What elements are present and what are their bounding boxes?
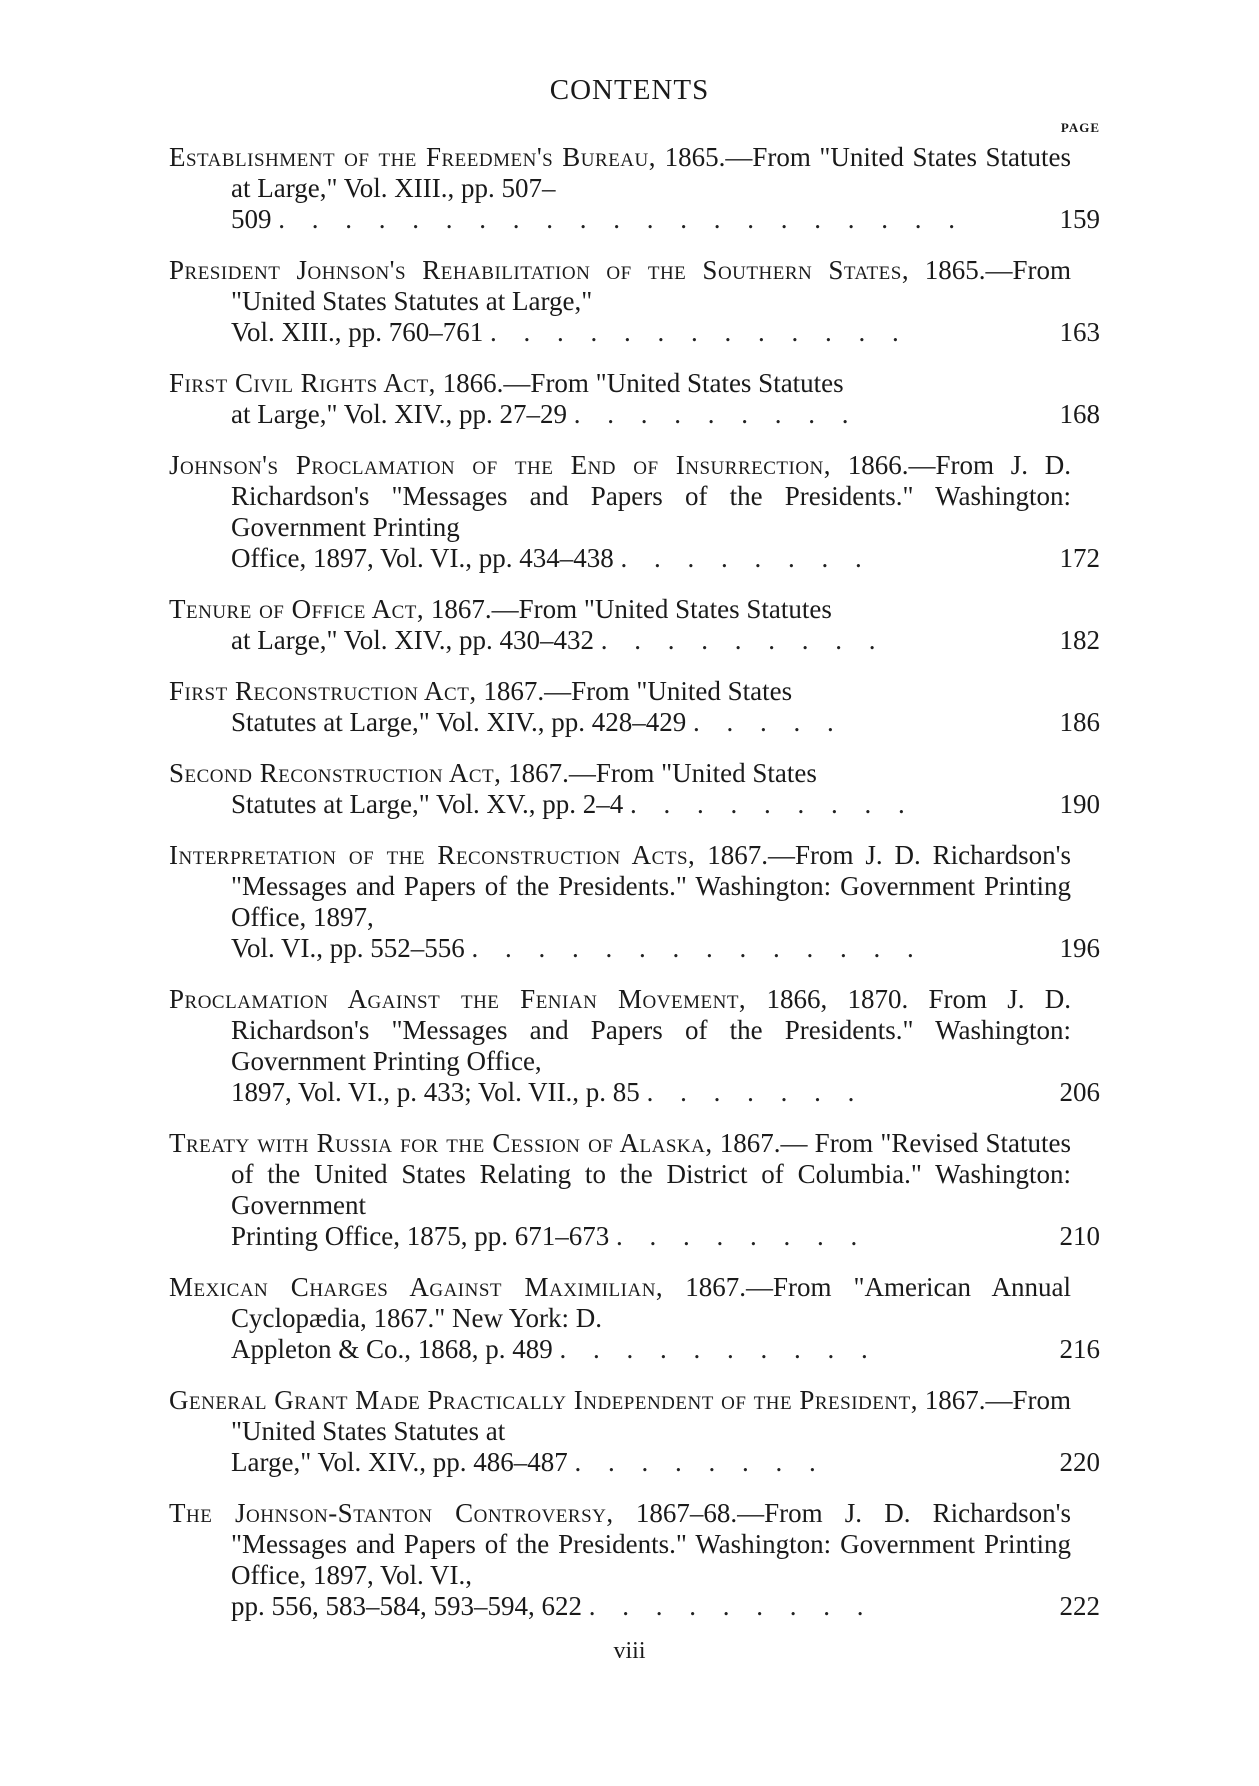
entry-page-number: 182: [1059, 625, 1100, 655]
toc-entry: [169, 840, 1100, 964]
entry-page-number: 196: [1059, 933, 1100, 963]
entry-text: [169, 450, 1071, 574]
toc-entry: [169, 368, 1100, 430]
entry-heading: Second Reconstruction Act,: [169, 758, 502, 788]
entry-heading: Mexican Charges Against Maximilian,: [169, 1272, 664, 1302]
leader-dots: . . . . . . . .: [620, 543, 872, 573]
entry-heading: Treaty with Russia for the Cession of Alaska,: [169, 1128, 713, 1158]
entry-heading: President Johnson's Rehabilitation of the Southern States,: [169, 255, 910, 285]
entry-source: 1867.—From "American Annual Cyclopædia, 1867." New York: D.: [231, 1272, 1071, 1333]
entry-source-tail: Large," Vol. XIV., pp. 486–487: [231, 1447, 568, 1477]
entry-page-number: 210: [1059, 1221, 1100, 1251]
entry-source: 1865.—From "United States Statutes at Large," Vol. XIII., pp. 507–: [231, 142, 1071, 203]
entry-source-tail: 1897, Vol. VI., p. 433; Vol. VII., p. 85: [231, 1077, 640, 1107]
entry-text: [169, 840, 1071, 964]
entry-heading: General Grant Made Practically Independent of the President,: [169, 1385, 918, 1415]
toc-entry: [169, 450, 1100, 574]
entry-page-number: 216: [1059, 1334, 1100, 1364]
entry-source-tail: Office, 1897, Vol. VI., pp. 434–438: [231, 543, 614, 573]
leader-dots: . . . . . . . . .: [588, 1591, 874, 1621]
entry-heading: The Johnson-Stanton Controversy,: [169, 1498, 614, 1528]
entry-page-number: 159: [1059, 204, 1100, 234]
leader-dots: . . . . . . . . .: [573, 399, 859, 429]
toc-entry: [169, 1385, 1100, 1478]
entry-heading: Proclamation Against the Fenian Movement,: [169, 984, 747, 1014]
leader-dots: . . . . . . . . .: [600, 625, 886, 655]
entry-source-tail: Vol. XIII., pp. 760–761: [231, 317, 484, 347]
toc-entry: [169, 1272, 1100, 1365]
entry-heading: Johnson's Proclamation of the End of Insurrection,: [169, 450, 832, 480]
toc-entry: [169, 142, 1100, 235]
entry-page-number: 163: [1059, 317, 1100, 347]
table-of-contents: [169, 142, 1100, 1642]
page-title: CONTENTS: [549, 74, 710, 106]
entry-source: 1867.— From "Revised Statutes of the United States Relating to the District of Columbia." Washington: Government: [231, 1128, 1071, 1220]
entry-text: [169, 758, 1071, 820]
entry-page-number: 168: [1059, 399, 1100, 429]
entry-source-tail: at Large," Vol. XIV., pp. 430–432: [231, 625, 595, 655]
entry-source-tail: Printing Office, 1875, pp. 671–673: [231, 1221, 610, 1251]
entry-page-number: 172: [1059, 543, 1100, 573]
toc-entry: [169, 1128, 1100, 1252]
leader-dots: . . . . . . .: [646, 1077, 865, 1107]
leader-dots: . . . . . . . . . . . . .: [490, 317, 909, 347]
entry-text: [169, 1128, 1071, 1252]
entry-source: 1867.—From "United States Statutes: [430, 594, 832, 624]
leader-dots: . . . . .: [693, 707, 844, 737]
entry-source-tail: Statutes at Large," Vol. XIV., pp. 428–429: [231, 707, 687, 737]
toc-entry: [169, 255, 1100, 348]
leader-dots: . . . . . . . . . . . . . .: [471, 933, 924, 963]
entry-source: 1866.—From "United States Statutes: [442, 368, 844, 398]
entry-heading: First Reconstruction Act,: [169, 676, 477, 706]
entry-source-tail: Appleton & Co., 1868, p. 489: [231, 1334, 553, 1364]
entry-text: [169, 1272, 1071, 1365]
entry-text: [169, 368, 1071, 430]
leader-dots: . . . . . . . .: [574, 1447, 826, 1477]
leader-dots: . . . . . . . . . .: [559, 1334, 878, 1364]
entry-heading: Establishment of the Freedmen's Bureau,: [169, 142, 657, 172]
entry-page-number: 222: [1059, 1591, 1100, 1621]
entry-source-tail: pp. 556, 583–584, 593–594, 622: [231, 1591, 582, 1621]
entry-source: 1867.—From J. D. Richardson's "Messages and Papers of the Presidents." Washington: Government Printing Office, 1897,: [231, 840, 1071, 932]
toc-entry: [169, 984, 1100, 1108]
entry-source-tail: Statutes at Large," Vol. XV., pp. 2–4: [231, 789, 624, 819]
entry-heading: First Civil Rights Act,: [169, 368, 436, 398]
entry-source: 1865.—From "United States Statutes at Large,": [231, 255, 1071, 316]
leader-dots: . . . . . . . . . . . . . . . . . . . . .: [278, 204, 965, 234]
entry-source: 1867.—From "United States Statutes at: [231, 1385, 1071, 1446]
entry-source-tail: Vol. VI., pp. 552–556: [231, 933, 465, 963]
entry-text: [169, 676, 1071, 738]
page-folio: viii: [613, 1638, 646, 1664]
toc-entry: [169, 594, 1100, 656]
toc-entry: [169, 1498, 1100, 1622]
entry-source: 1867.—From "United States: [483, 676, 793, 706]
entry-source-tail: 509: [231, 204, 272, 234]
entry-source: 1866, 1870. From J. D. Richardson's "Messages and Papers of the Presidents." Washington: Government Printing Office,: [231, 984, 1072, 1076]
entry-page-number: 220: [1059, 1447, 1100, 1477]
entry-text: [169, 1385, 1071, 1478]
entry-text: [169, 594, 1071, 656]
entry-source-tail: at Large," Vol. XIV., pp. 27–29: [231, 399, 568, 429]
leader-dots: . . . . . . . . .: [630, 789, 915, 819]
entry-source: 1867–68.—From J. D. Richardson's "Messages and Papers of the Presidents." Washington: Government Printing Office, 1897, Vol. VI.,: [231, 1498, 1071, 1590]
entry-page-number: 190: [1059, 789, 1100, 819]
entry-page-number: 186: [1059, 707, 1100, 737]
entry-text: [169, 255, 1071, 348]
entry-heading: Tenure of Office Act,: [169, 594, 425, 624]
entry-source: 1867.—From "United States: [508, 758, 817, 788]
entry-text: [169, 1498, 1071, 1622]
entry-heading: Interpretation of the Reconstruction Acts,: [169, 840, 696, 870]
entry-text: [169, 984, 1071, 1108]
entry-source: 1866.—From J. D. Richardson's "Messages and Papers of the Presidents." Washington: Government Printing: [231, 450, 1072, 542]
leader-dots: . . . . . . . .: [615, 1221, 868, 1251]
page-column-label: PAGE: [1060, 120, 1100, 135]
entry-text: [169, 142, 1071, 235]
toc-entry: [169, 758, 1100, 820]
toc-entry: [169, 676, 1100, 738]
entry-page-number: 206: [1059, 1077, 1100, 1107]
